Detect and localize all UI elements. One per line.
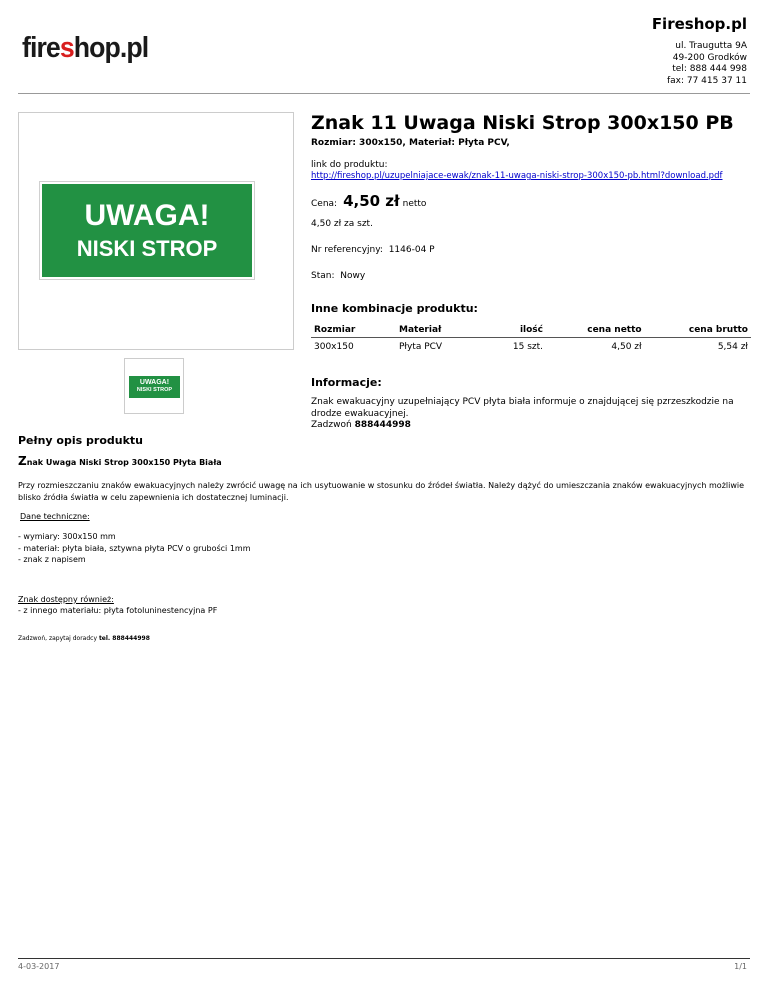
product-title: Znak 11 Uwaga Niski Strop 300x150 PB: [311, 112, 734, 134]
description-heading: [18, 454, 222, 468]
info-text-block: [311, 397, 741, 432]
col-header-quantity: ilość: [506, 325, 546, 338]
price-label: Cena:: [311, 199, 338, 209]
availability-label: Znak dostępny również:: [18, 595, 114, 604]
info-call: [311, 420, 741, 432]
full-description-title: Pełny opis produktu: [18, 434, 143, 447]
logo-text-s: s: [59, 32, 74, 64]
product-link-label: link do produktu:: [311, 160, 388, 170]
reference-value: 1146-04 P: [388, 245, 435, 255]
thumbnail-sign-image: [129, 376, 180, 398]
sign-text-line2: NISKI STROP: [76, 236, 218, 261]
state-label: Stan:: [311, 271, 335, 281]
address-line: ul. Traugutta 9A: [675, 41, 747, 51]
col-header-gross-price: cena brutto: [645, 325, 751, 338]
description-paragraph: Przy rozmieszczaniu znaków ewakuacyjnych należy zwrócić uwagę na ich usytuowanie w stosunku do źródeł światła. Należy dążyć do umieszczania znaków ewakuacyjnych możliwie blisko źródła światła w celu zapewnienia ich dostatecznej luminacji.: [18, 481, 745, 502]
cell-gross-price: 5,54 zł: [717, 342, 748, 352]
tech-specs-list: [18, 531, 251, 566]
shop-address: [667, 41, 747, 87]
table-row: [311, 338, 751, 355]
fireshop-logo[interactable]: [22, 34, 148, 63]
info-call-number: 888444998: [354, 420, 411, 430]
price-value: 4,50 zł: [343, 192, 400, 210]
col-header-net-price: cena netto: [546, 325, 645, 338]
description-heading-rest: nak Uwaga Niski Strop 300x150 Płyta Biała: [26, 458, 222, 467]
address-line: 49-200 Grodków: [672, 52, 747, 63]
col-header-size: Rozmiar: [311, 325, 396, 338]
state-row: [311, 271, 751, 282]
cell-net-price: 4,50 zł: [611, 342, 642, 352]
thumb-text-line2: NISKI STROP: [136, 387, 173, 393]
info-call-prefix: Zadzwoń: [311, 420, 352, 430]
table-header-row: [311, 325, 751, 338]
state-value: Nowy: [340, 271, 366, 281]
reference-label: Nr referencyjny:: [311, 245, 383, 255]
price-per-unit: 4,50 zł za szt.: [311, 219, 373, 229]
spec-line: - materiał: płyta biała, sztywna płyta PCV o grubości 1mm: [18, 543, 251, 553]
contact-advisor-phone: tel. 888444998: [98, 635, 150, 642]
combinations-title: Inne kombinacje produktu:: [311, 302, 478, 315]
price-suffix: netto: [402, 199, 427, 209]
sign-image: [40, 182, 254, 279]
price-row: [311, 192, 751, 210]
info-text: Znak ewakuacyjny uzupełniający PCV płyta biała informuje o znajdującej się pzrzeszkodzie na drodze ewakuacyjnej.: [311, 397, 734, 419]
product-details: [311, 112, 751, 432]
sign-text-line1: UWAGA!: [84, 199, 210, 232]
logo-text-fire: fire: [22, 32, 60, 64]
tech-data-label: Dane techniczne:: [20, 512, 90, 521]
reference-row: [311, 245, 751, 256]
shop-name: Fireshop.pl: [651, 15, 747, 33]
product-main-image[interactable]: [18, 112, 294, 350]
spec-line: - wymiary: 300x150 mm: [18, 532, 116, 541]
contact-advisor: [18, 635, 150, 642]
footer-date: 4-03-2017: [18, 962, 60, 971]
product-subtitle: Rozmiar: 300x150, Materiał: Płyta PCV,: [311, 138, 510, 148]
logo-text-hop: hop.pl: [73, 32, 149, 64]
address-line: tel: 888 444 998: [672, 64, 747, 74]
thumb-text-line1: UWAGA!: [139, 379, 170, 386]
availability-text: - z innego materiału: płyta fotoluninestencyjna PF: [18, 606, 218, 615]
cell-quantity: 15 szt.: [512, 342, 543, 352]
header-divider: [18, 93, 750, 94]
cell-material: Płyta PCV: [399, 342, 443, 352]
product-link[interactable]: http://fireshop.pl/uzupelniajace-ewak/znak-11-uwaga-niski-strop-300x150-pb.html?download.pdf: [311, 171, 723, 181]
cell-size: 300x150: [314, 342, 354, 352]
contact-advisor-prefix: Zadzwoń, zapytaj doradcy: [18, 635, 98, 642]
description-heading-cap: Z: [18, 454, 27, 468]
product-link-block: [311, 160, 751, 182]
footer-page-number: 1/1: [734, 962, 747, 971]
product-thumbnail[interactable]: [124, 358, 184, 414]
spec-line: - znak z napisem: [18, 555, 86, 564]
footer-divider: [18, 958, 750, 959]
col-header-material: Materiał: [396, 325, 506, 338]
info-title: Informacje:: [311, 376, 382, 389]
address-line: fax: 77 415 37 11: [666, 75, 747, 86]
combinations-table: [311, 325, 751, 354]
